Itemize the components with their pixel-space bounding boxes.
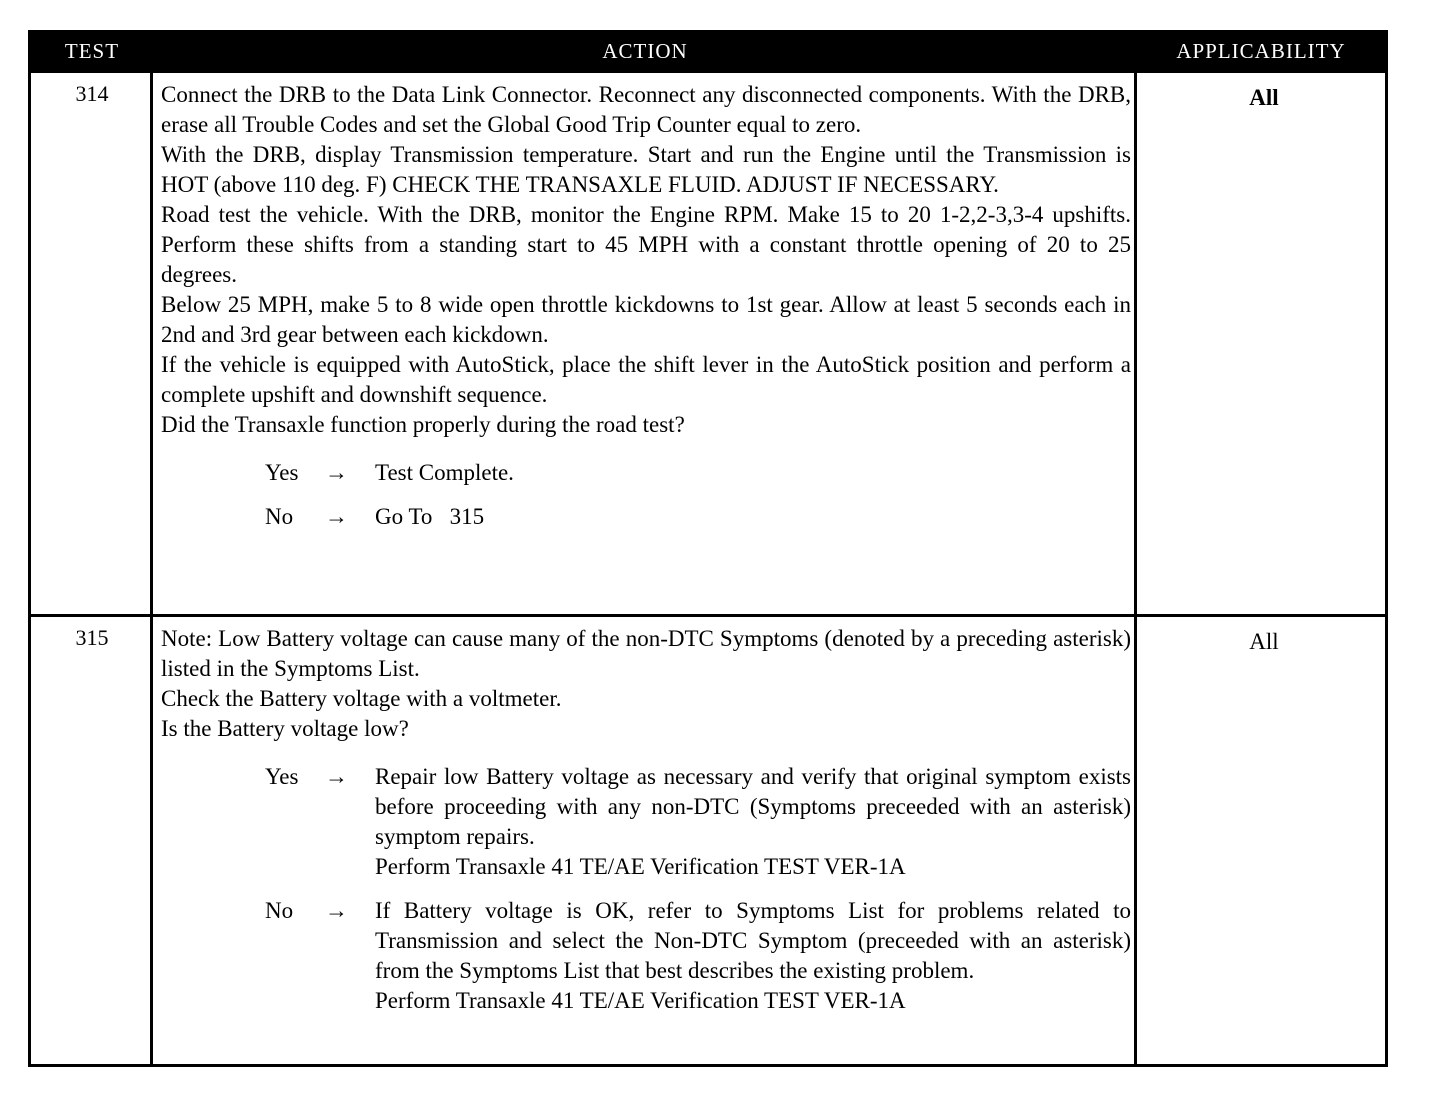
choice-label: Yes bbox=[265, 460, 299, 485]
header-action: ACTION bbox=[602, 39, 688, 63]
test-number: 315 bbox=[75, 625, 109, 650]
header-test: TEST bbox=[64, 39, 120, 63]
result-text: Test Complete. bbox=[375, 460, 514, 485]
result-text: Go To 315 bbox=[375, 504, 485, 529]
action-cell bbox=[161, 80, 1131, 532]
table-row bbox=[31, 73, 1385, 614]
arrow-icon: → bbox=[325, 898, 348, 923]
arrow-icon: → bbox=[325, 460, 348, 485]
arrow-icon: → bbox=[325, 764, 348, 789]
choice-yes bbox=[161, 762, 1131, 882]
action-paragraph: Below 25 MPH, make 5 to 8 wide open throttle kickdowns to 1st gear. Allow at least 5 seconds each in 2nd and 3rd gear between each kickdown. bbox=[161, 292, 1131, 347]
choice-no bbox=[161, 896, 1131, 1016]
choice-result bbox=[375, 896, 1131, 1016]
choice-no bbox=[161, 502, 1131, 532]
choice-result bbox=[375, 762, 1131, 882]
action-paragraph: Road test the vehicle. With the DRB, monitor the Engine RPM. Make 15 to 20 1-2,2-3,3-4 upshifts. Perform these shifts from a standing start to 45 MPH with a constant throttle opening of 20 to 25 degrees. bbox=[161, 202, 1131, 287]
result-text: Repair low Battery voltage as necessary and verify that original symptom exists before proceeding with any non-DTC (Symptoms preceeded with an asterisk) symptom repairs. bbox=[375, 764, 1131, 849]
action-cell bbox=[161, 624, 1131, 1016]
table-header bbox=[31, 33, 1385, 73]
action-paragraph: Did the Transaxle function properly during the road test? bbox=[161, 412, 685, 437]
arrow-icon: → bbox=[325, 504, 348, 529]
choice-label: No bbox=[265, 898, 294, 923]
result-text: Perform Transaxle 41 TE/AE Verification TEST VER-1A bbox=[375, 854, 906, 879]
choice-result bbox=[375, 502, 1131, 532]
choice-yes bbox=[161, 458, 1131, 488]
action-paragraph: Is the Battery voltage low? bbox=[161, 716, 409, 741]
choice-result bbox=[375, 458, 1131, 488]
action-paragraph: Note: Low Battery voltage can cause many of the non-DTC Symptoms (denoted by a preceding asterisk) listed in the Symptoms List. bbox=[161, 626, 1131, 681]
header-applicability: APPLICABILITY bbox=[1176, 39, 1346, 63]
choice-label: No bbox=[265, 504, 294, 529]
test-table bbox=[28, 30, 1388, 1067]
action-paragraph: Connect the DRB to the Data Link Connector. Reconnect any disconnected components. With the DRB, erase all Trouble Codes and set the Global Good Trip Counter equal to zero. bbox=[161, 82, 1131, 137]
table-row bbox=[31, 617, 1385, 1067]
test-number: 314 bbox=[75, 81, 109, 106]
applicability-value: All bbox=[1249, 629, 1279, 654]
applicability-value: All bbox=[1249, 85, 1279, 110]
action-paragraph: Check the Battery voltage with a voltmeter. bbox=[161, 686, 562, 711]
action-paragraph: If the vehicle is equipped with AutoStick, place the shift lever in the AutoStick position and perform a complete upshift and downshift sequence. bbox=[161, 352, 1131, 407]
result-text: Perform Transaxle 41 TE/AE Verification TEST VER-1A bbox=[375, 988, 906, 1013]
choice-label: Yes bbox=[265, 764, 299, 789]
result-text: If Battery voltage is OK, refer to Symptoms List for problems related to Transmission and select the Non-DTC Symptom (preceeded with an asterisk) from the Symptoms List that best describes the existing problem. bbox=[375, 898, 1131, 983]
action-paragraph: With the DRB, display Transmission temperature. Start and run the Engine until the Transmission is HOT (above 110 deg. F) CHECK THE TRANSAXLE FLUID. ADJUST IF NECESSARY. bbox=[161, 142, 1131, 197]
